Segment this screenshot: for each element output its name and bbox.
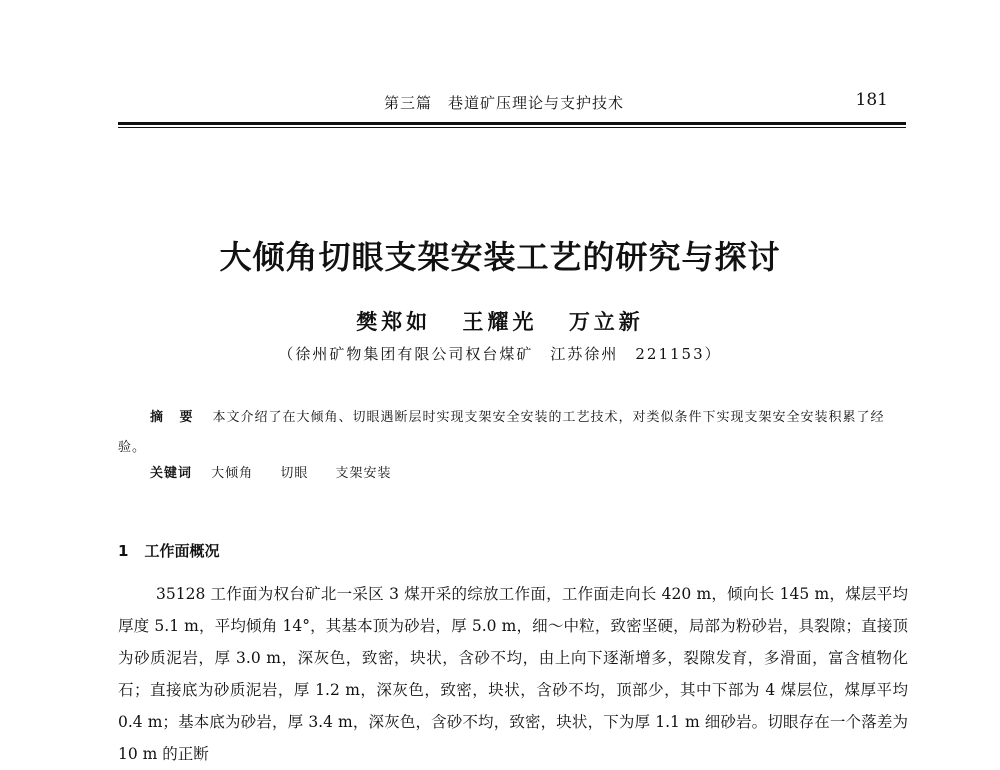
body-paragraph: 35128 工作面为权台矿北一采区 3 煤开采的综放工作面，工作面走向长 420 m，倾向长 145 m，煤层平均厚度 5.1 m，平均倾角 14°，其基本顶为砂岩，厚 5.0 m，细～中粒，致密坚硬，局部为粉砂岩，具裂隙；直接顶为砂质泥岩，厚 3.0 m，深灰色，致密，块状，含砂不均，由上向下逐渐增多，裂隙发育，多滑面，富含植物化石；直接底为砂质泥岩，厚 1.2 m，深灰色，致密，块状，含砂不均，顶部少，其中下部为 4 煤层位，煤厚平均 0.4 m；基本底为砂岩，厚 3.4 m，深灰色，含砂不均，致密，块状，下为厚 1.1 m 细砂岩。切眼存在一个落差为 10 m 的正断 — [118, 585, 908, 763]
keywords — [150, 462, 910, 481]
keywords-label: 关键词 — [150, 466, 193, 481]
header-rule-thin — [118, 127, 906, 128]
article-title: 大倾角切眼支架安装工艺的研究与探讨 — [219, 238, 781, 276]
abstract-label: 摘 要 — [150, 410, 199, 425]
page-number: 181 — [855, 90, 888, 110]
abstract-text: 本文介绍了在大倾角、切眼遇断层时实现支架安全安装的工艺技术，对类似条件下实现支架安全安装积累了经验。 — [118, 410, 885, 455]
header-rule-thick — [118, 122, 906, 125]
keyword: 支架安装 — [335, 466, 392, 481]
author-name: 樊郑如 — [356, 309, 432, 334]
author-name: 万立新 — [568, 309, 644, 334]
running-header — [118, 88, 906, 122]
keyword: 大倾角 — [211, 466, 254, 481]
section-title: 工作面概况 — [144, 542, 220, 560]
keyword: 切眼 — [280, 466, 309, 481]
author-name: 王耀光 — [462, 309, 538, 334]
section-heading — [118, 540, 219, 561]
running-title: 第三篇 巷道矿压理论与支护技术 — [384, 94, 625, 112]
abstract — [118, 403, 908, 463]
author-affiliation: （徐州矿物集团有限公司权台煤矿 江苏徐州 221153） — [278, 345, 722, 363]
section-number: 1 — [118, 542, 129, 560]
author-list — [0, 306, 1000, 336]
